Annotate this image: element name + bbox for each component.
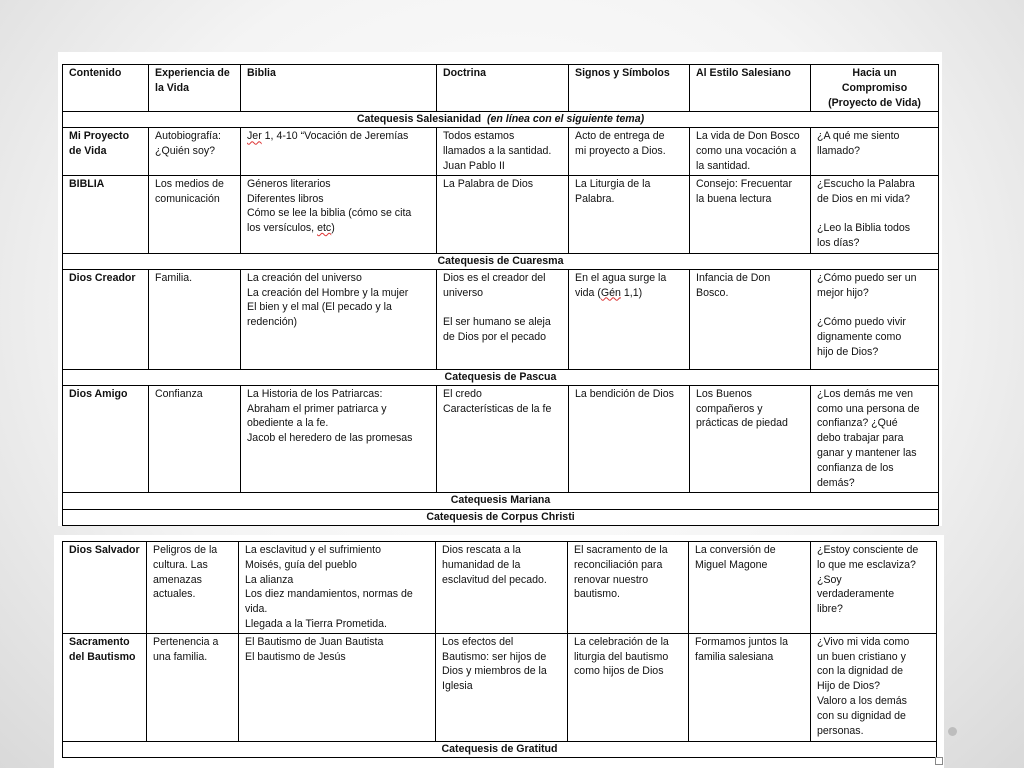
row-contenido: BIBLIA <box>63 175 149 253</box>
table-row <box>63 633 937 741</box>
section-row <box>63 509 939 525</box>
table-page-1 <box>58 52 942 526</box>
row-biblia: La esclavitud y el sufrimiento Moisés, guía del pueblo La alianza Los diez mandamientos, normas de vida. Llegada a la Tierra Prometida. <box>239 542 436 634</box>
header-biblia: Biblia <box>241 65 437 112</box>
row-biblia: La Historia de los Patriarcas: Abraham el primer patriarca y obediente a la fe. Jacob el heredero de las promesas <box>241 385 437 492</box>
section-row <box>63 492 939 509</box>
row-estilo: Los Buenos compañeros y prácticas de piedad <box>690 385 811 492</box>
row-contenido: Dios Creador <box>63 269 149 369</box>
catechesis-table-part-2 <box>62 541 937 758</box>
row-compromiso: ¿Cómo puedo ser un mejor hijo? ¿Cómo puedo vivir dignamente como hijo de Dios? <box>811 269 939 369</box>
row-signos: El sacramento de la reconciliación para renovar nuestro bautismo. <box>568 542 689 634</box>
row-signos: Acto de entrega de mi proyecto a Dios. <box>569 128 690 175</box>
table-row <box>63 269 939 369</box>
row-estilo: Infancia de Don Bosco. <box>690 269 811 369</box>
row-doctrina: Todos estamos llamados a la santidad. Juan Pablo II <box>437 128 569 175</box>
row-contenido: Sacramento del Bautismo <box>63 633 147 741</box>
section-row <box>63 112 939 128</box>
header-signos: Signos y Símbolos <box>569 65 690 112</box>
table-row <box>63 175 939 253</box>
header-experiencia: Experiencia de la Vida <box>149 65 241 112</box>
row-signos: La Liturgia de la Palabra. <box>569 175 690 253</box>
row-estilo: La conversión de Miguel Magone <box>689 542 811 634</box>
row-experiencia: Confianza <box>149 385 241 492</box>
catechesis-table-part-1 <box>62 64 939 526</box>
row-signos: La bendición de Dios <box>569 385 690 492</box>
section-gratitud: Catequesis de Gratitud <box>63 741 937 757</box>
table-row <box>63 385 939 492</box>
row-experiencia: Pertenencia a una familia. <box>147 633 239 741</box>
row-biblia: Jer 1, 4-10 “Vocación de Jeremías <box>241 128 437 175</box>
section-row <box>63 741 937 757</box>
section-row <box>63 369 939 385</box>
bible-ref: Jer <box>247 130 262 143</box>
resize-handle <box>935 757 943 765</box>
section-row <box>63 253 939 269</box>
header-row <box>63 65 939 112</box>
table-row <box>63 128 939 175</box>
row-compromiso: ¿A qué me siento llamado? <box>811 128 939 175</box>
header-estilo: Al Estilo Salesiano <box>690 65 811 112</box>
row-compromiso: ¿Estoy consciente de lo que me esclaviza? ¿Soy verdaderamente libre? <box>811 542 937 634</box>
section-note: (en línea con el siguiente tema) <box>486 113 645 126</box>
section-corpus: Catequesis de Corpus Christi <box>63 509 939 525</box>
row-compromiso: ¿Escucho la Palabra de Dios en mi vida? ¿Leo la Biblia todos los días? <box>811 175 939 253</box>
section-pascua: Catequesis de Pascua <box>63 369 939 385</box>
row-experiencia: Peligros de la cultura. Las amenazas actuales. <box>147 542 239 634</box>
row-contenido: Dios Amigo <box>63 385 149 492</box>
row-estilo: La vida de Don Bosco como una vocación a la santidad. <box>690 128 811 175</box>
row-signos: La celebración de la liturgia del bautismo como hijos de Dios <box>568 633 689 741</box>
row-doctrina: La Palabra de Dios <box>437 175 569 253</box>
row-contenido: Dios Salvador <box>63 542 147 634</box>
row-compromiso: ¿Vivo mi vida como un buen cristiano y con la dignidad de Hijo de Dios? Valoro a los demás con su dignidad de personas. <box>811 633 937 741</box>
slide-nav-dot <box>948 727 957 736</box>
row-compromiso: ¿Los demás me ven como una persona de confianza? ¿Qué debo trabajar para ganar y mantener las confianza de los demás? <box>811 385 939 492</box>
row-estilo: Formamos juntos la familia salesiana <box>689 633 811 741</box>
table-page-2 <box>54 535 944 768</box>
section-cuaresma: Catequesis de Cuaresma <box>63 253 939 269</box>
row-experiencia: Familia. <box>149 269 241 369</box>
row-doctrina: Dios rescata a la humanidad de la esclavitud del pecado. <box>436 542 568 634</box>
section-mariana: Catequesis Mariana <box>63 492 939 509</box>
row-doctrina: El credo Características de la fe <box>437 385 569 492</box>
row-biblia: El Bautismo de Juan Bautista El bautismo de Jesús <box>239 633 436 741</box>
section-salesianidad: Catequesis Salesianidad (en línea con el siguiente tema) <box>63 112 939 128</box>
table-row <box>63 542 937 634</box>
header-contenido: Contenido <box>63 65 149 112</box>
row-experiencia: Los medios de comunicación <box>149 175 241 253</box>
row-doctrina: Los efectos del Bautismo: ser hijos de Dios y miembros de la Iglesia <box>436 633 568 741</box>
row-doctrina: Dios es el creador del universo El ser humano se aleja de Dios por el pecado <box>437 269 569 369</box>
row-contenido: Mi Proyecto de Vida <box>63 128 149 175</box>
header-doctrina: Doctrina <box>437 65 569 112</box>
row-experiencia: Autobiografía: ¿Quién soy? <box>149 128 241 175</box>
header-compromiso: Hacia un Compromiso (Proyecto de Vida) <box>811 65 939 112</box>
row-estilo: Consejo: Frecuentar la buena lectura <box>690 175 811 253</box>
row-signos: En el agua surge la vida (Gén 1,1) <box>569 269 690 369</box>
row-biblia: La creación del universo La creación del Hombre y la mujer El bien y el mal (El pecado y la redención) <box>241 269 437 369</box>
row-biblia: Géneros literarios Diferentes libros Cómo se lee la biblia (cómo se cita los versículos, etc) <box>241 175 437 253</box>
